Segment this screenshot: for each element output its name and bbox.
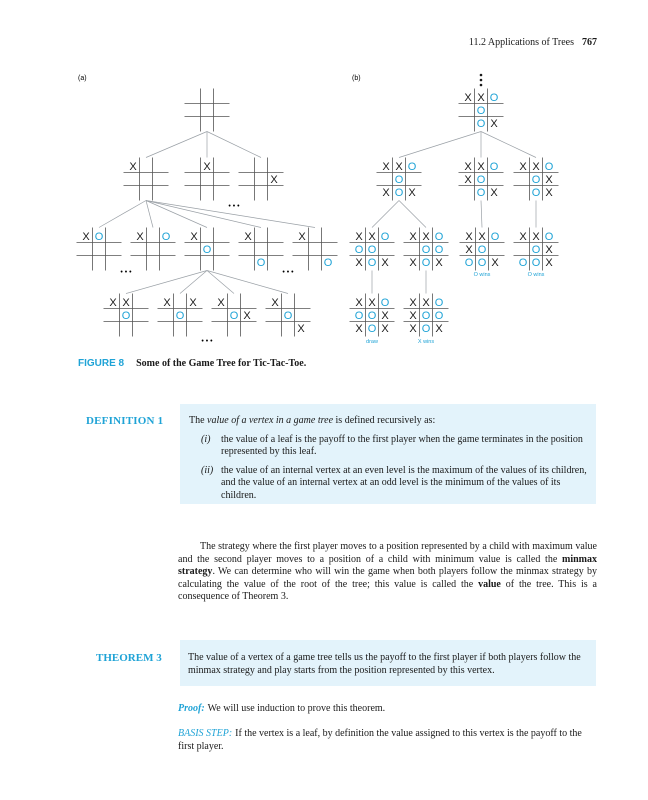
x-mark: X [465,231,473,243]
x-mark: X [409,310,417,322]
x-mark: X [189,297,197,309]
board-b1-1 [377,158,422,201]
x-mark: X [217,297,225,309]
o-mark: O [476,105,486,117]
game-tree-figure [0,0,648,370]
x-mark: X [381,323,389,335]
x-mark: X [395,161,403,173]
x-mark: X [190,231,198,243]
panel-a-label: (a) [78,75,87,82]
board-a1-3 [239,158,284,201]
o-mark: O [367,257,377,269]
tree-edge [146,201,207,228]
x-mark: X [82,231,90,243]
o-mark: O [161,231,171,243]
definition-intro: The value of a vertex in a game tree is defined recursively as: [189,415,436,426]
section-title: 11.2 Applications of Trees [468,37,574,48]
o-mark: O [531,257,541,269]
x-mark: X [532,161,540,173]
term-value: value [478,578,501,590]
o-mark: O [407,161,417,173]
o-mark: O [434,231,444,243]
x-mark: X [545,257,553,269]
o-mark: O [323,257,333,269]
x-mark: X [355,323,363,335]
figure-number: FIGURE 8 [78,358,125,369]
o-mark: O [531,187,541,199]
board-a1-1 [124,158,169,201]
tree-edge [481,132,536,158]
o-mark: O [490,231,500,243]
proof-line: Proof: We will use induction to prove this theorem. [178,703,386,714]
board-b2-3 [460,228,505,271]
label-o-wins-1: O wins [473,272,491,278]
board-b2-1 [350,228,395,271]
o-mark: O [354,310,364,322]
x-mark: X [422,297,430,309]
o-mark: O [518,257,528,269]
o-mark: O [367,244,377,256]
o-mark: O [476,118,486,130]
x-mark: X [244,231,252,243]
x-mark: X [297,323,305,335]
x-mark: X [129,161,137,173]
theorem-text: The value of a vertex of a game tree tells us the payoff to the first player if both players follow the minmax strategy and play starts from the position represented by this vertex. [188,652,581,676]
x-mark: X [545,244,553,256]
tree-edge [372,201,399,228]
board-b2-4 [514,228,559,271]
board-a3-2 [158,294,203,337]
o-mark: O [477,244,487,256]
o-mark: O [256,257,266,269]
x-mark: X [409,257,417,269]
ellipsis-level-2-right: • • • [282,269,294,276]
x-mark: X [355,257,363,269]
o-mark: O [434,244,444,256]
board-a2-3 [185,228,230,271]
x-mark: X [368,297,376,309]
tree-edge [146,201,261,228]
tree-edge [146,132,207,158]
o-mark: O [489,92,499,104]
o-mark: O [476,187,486,199]
board-b3-2 [404,294,449,337]
x-mark: X [409,323,417,335]
o-mark: O [544,161,554,173]
proof-label: Proof: [178,703,205,714]
definition-item-1: (i) the value of a leaf is the payoff to the first player when the game terminates in the position represented by this leaf. [201,433,583,457]
o-mark: O [175,310,185,322]
definition-label: DEFINITION 1 [86,415,164,427]
x-mark: X [122,297,130,309]
tree-edge [180,271,207,294]
board-a1-2 [185,158,230,201]
x-mark: X [382,187,390,199]
tree-edge [207,132,261,158]
x-mark: X [464,174,472,186]
board-b1-2 [459,158,504,201]
x-mark: X [490,118,498,130]
board-b3-1 [350,294,395,337]
x-mark: X [409,231,417,243]
panel-b-label: (b) [352,75,361,82]
o-mark: O [380,297,390,309]
x-mark: X [408,187,416,199]
board-b2-2 [404,228,449,271]
o-mark: O [229,310,239,322]
x-mark: X [491,257,499,269]
x-mark: X [545,174,553,186]
tree-edge [399,132,481,158]
basis-label: BASIS STEP: [178,728,233,739]
board-a3-1 [104,294,149,337]
tree-edge [207,271,234,294]
body-paragraph: The strategy where the first player moves to a position represented by a child with maximum value and the second player moves to a position of a child with minimum value is called the minmax strategy. We can determine who will win the game when both players follow the minmax strategy by calculating the value of the root of the tree; this value is called the value of the tree. This is a consequence of Theorem 3. [178,541,597,602]
x-mark: X [478,231,486,243]
label-x-wins: X wins [417,339,435,345]
x-mark: X [355,297,363,309]
board-a-root [185,89,230,132]
label-draw: draw [366,339,378,345]
ellipsis-level-1: • • • [228,203,240,210]
o-mark: O [94,231,104,243]
board-b-top [459,89,504,132]
x-mark: X [368,231,376,243]
o-mark: O [476,174,486,186]
definition-term: value of a vertex in a game tree [207,415,334,426]
board-a3-3 [212,294,257,337]
x-mark: X [435,257,443,269]
basis-step: BASIS STEP: If the vertex is a leaf, by definition the value assigned to this vertex is the payoff to the first player. [178,728,582,752]
figure-caption [78,358,306,369]
o-mark: O [434,310,444,322]
o-mark: O [421,323,431,335]
vertical-ellipsis [480,74,483,87]
x-mark: X [298,231,306,243]
o-mark: O [421,257,431,269]
o-mark: O [354,244,364,256]
o-mark: O [421,244,431,256]
ellipsis-level-2-left: • • • [120,269,132,276]
x-mark: X [270,174,278,186]
x-mark: X [203,161,211,173]
definition-item-2: (ii) the value of an internal vertex at an even level is the maximum of the values of its children, and the value of an internal vertex at an odd level is the minimum of the values of its children. [201,464,587,501]
o-mark: O [380,231,390,243]
x-mark: X [464,92,472,104]
o-mark: O [367,310,377,322]
ellipsis-level-3: • • • [201,338,213,345]
o-mark: O [367,323,377,335]
x-mark: X [545,187,553,199]
x-mark: X [464,161,472,173]
o-mark: O [394,174,404,186]
x-mark: X [490,187,498,199]
tree-edges [99,132,536,294]
x-mark: X [136,231,144,243]
term-minmax-strategy: minmax strategy [178,553,597,577]
o-mark: O [531,174,541,186]
x-mark: X [382,161,390,173]
x-mark: X [355,231,363,243]
board-a2-2 [131,228,176,271]
tree-edge [146,201,153,228]
x-mark: X [435,323,443,335]
tree-edge [481,201,482,228]
x-mark: X [243,310,251,322]
o-mark: O [477,257,487,269]
x-mark: X [532,231,540,243]
x-mark: X [477,161,485,173]
o-mark: O [283,310,293,322]
x-mark: X [465,244,473,256]
theorem-label: THEOREM 3 [96,652,162,664]
x-mark: X [271,297,279,309]
o-mark: O [421,310,431,322]
o-mark: O [489,161,499,173]
o-mark: O [531,244,541,256]
o-mark: O [464,257,474,269]
board-a2-4 [239,228,284,271]
tree-edge [207,271,288,294]
o-mark: O [544,231,554,243]
x-mark: X [163,297,171,309]
x-mark: X [422,231,430,243]
x-mark: X [409,297,417,309]
x-mark: X [381,257,389,269]
x-mark: X [109,297,117,309]
o-mark: O [434,297,444,309]
tree-edge [126,271,207,294]
figure-title: Some of the Game Tree for Tic-Tac-Toe. [136,358,307,369]
x-mark: X [519,161,527,173]
board-b1-3 [514,158,559,201]
x-mark: X [477,92,485,104]
o-mark: O [121,310,131,322]
board-a2-1 [77,228,122,271]
o-mark: O [394,187,404,199]
label-o-wins-2: O wins [527,272,545,278]
o-mark: O [202,244,212,256]
x-mark: X [519,231,527,243]
tree-edge [399,201,426,228]
x-mark: X [381,310,389,322]
board-a2-5 [293,228,338,271]
tree-edge [99,201,146,228]
board-a3-4 [266,294,311,337]
definition-text [189,415,589,502]
page-number: 767 [582,37,597,48]
